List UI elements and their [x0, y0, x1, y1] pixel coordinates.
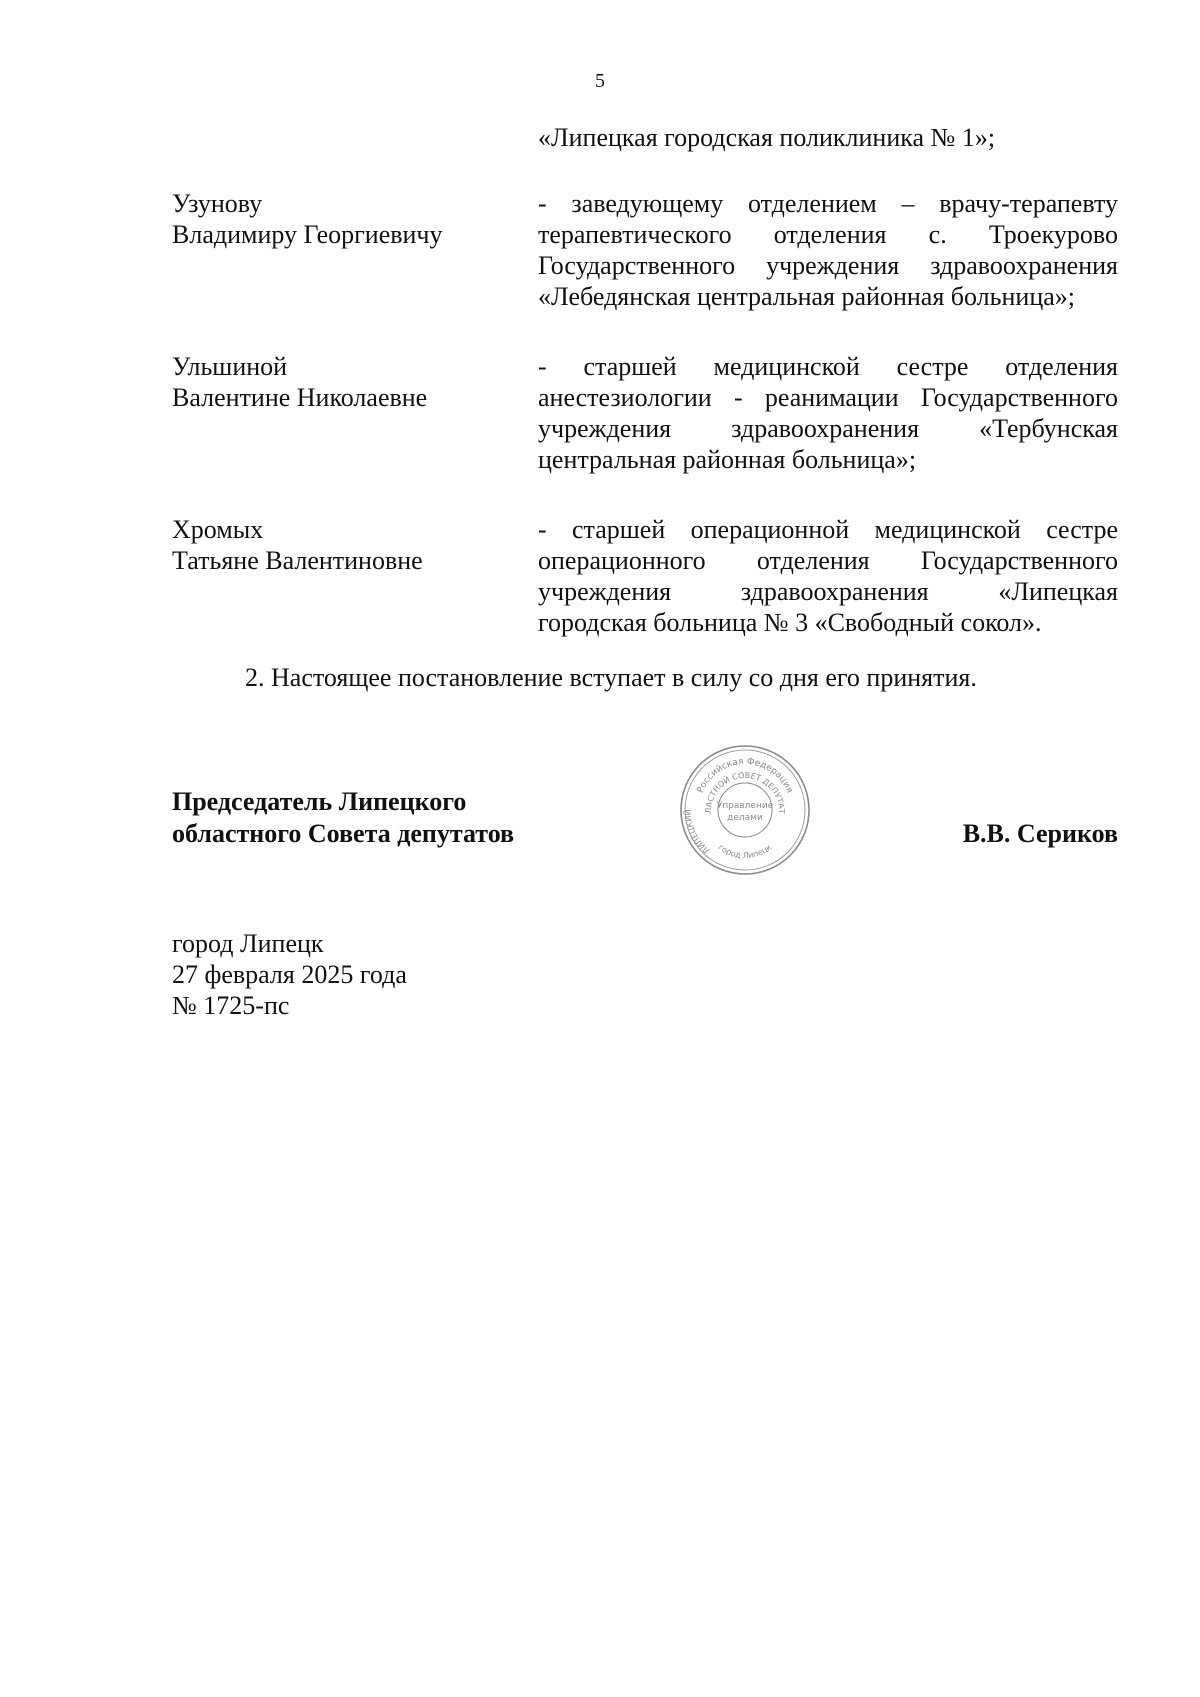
seal-text-left: ЛИПЕЦКИЙ [683, 809, 712, 856]
position-line: - старшей операционной медицинской сестре [538, 515, 1118, 544]
page-number: 5 [595, 70, 605, 92]
position-line: - заведующему отделением – врачу-терапевту [538, 189, 1118, 218]
recipient-surname: Узунову [172, 189, 263, 218]
signer-name: В.В. Сериков [962, 819, 1118, 848]
signer-title-line: областного Совета депутатов [172, 819, 515, 848]
position-line: - старшей медицинской сестре отделения [538, 352, 1118, 381]
recipient-position [538, 514, 1118, 638]
seal-graphic [677, 742, 813, 878]
position-line: учреждения здравоохранения «Липецкая [538, 577, 1118, 606]
seal-text-bottom: город Липецк [716, 842, 774, 861]
seal-text-middle: ЛАСТНОЙ СОВЕТ ДЕПУТАТ [703, 770, 787, 814]
signer-title [172, 786, 514, 850]
position-line: центральная районная больница»; [538, 445, 917, 474]
position-line: «Лебедянская центральная районная больница»; [538, 282, 1076, 311]
signer-title-line: Председатель Липецкого [172, 787, 467, 816]
footer-date: 27 февраля 2025 года [172, 960, 407, 989]
continuation-line: «Липецкая городская поликлиника № 1»; [538, 123, 996, 152]
seal-center-line: Управление [716, 801, 774, 811]
position-line: учреждения здравоохранения «Тербунская [538, 414, 1118, 443]
position-line: городская больница № 3 «Свободный сокол». [538, 608, 1042, 637]
footer-city: город Липецк [172, 929, 324, 958]
clause-2: 2. Настоящее постановление вступает в силу со дня его принятия. [245, 663, 977, 692]
recipient-surname: Хромых [172, 515, 264, 544]
recipient-name [172, 514, 512, 576]
position-line: терапевтического отделения с. Троекурово [538, 220, 1118, 249]
official-seal-stamp [677, 742, 813, 878]
footer-number: № 1725-пс [172, 991, 290, 1020]
recipient-name [172, 351, 512, 413]
position-line: анестезиологии - реанимации Государственного [538, 383, 1118, 412]
position-line: операционного отделения Государственного [538, 546, 1118, 575]
recipient-position [538, 188, 1118, 312]
recipient-given-names: Татьяне Валентиновне [172, 546, 423, 575]
seal-text-top: Российская Федерация [695, 756, 795, 795]
recipient-name [172, 188, 512, 250]
recipient-surname: Ульшиной [172, 352, 288, 381]
document-footer [172, 928, 407, 1021]
recipient-given-names: Владимиру Георгиевичу [172, 220, 443, 249]
seal-center-line: делами [727, 813, 763, 823]
recipient-position [538, 351, 1118, 475]
recipient-given-names: Валентине Николаевне [172, 383, 428, 412]
position-line: Государственного учреждения здравоохранения [538, 251, 1118, 280]
